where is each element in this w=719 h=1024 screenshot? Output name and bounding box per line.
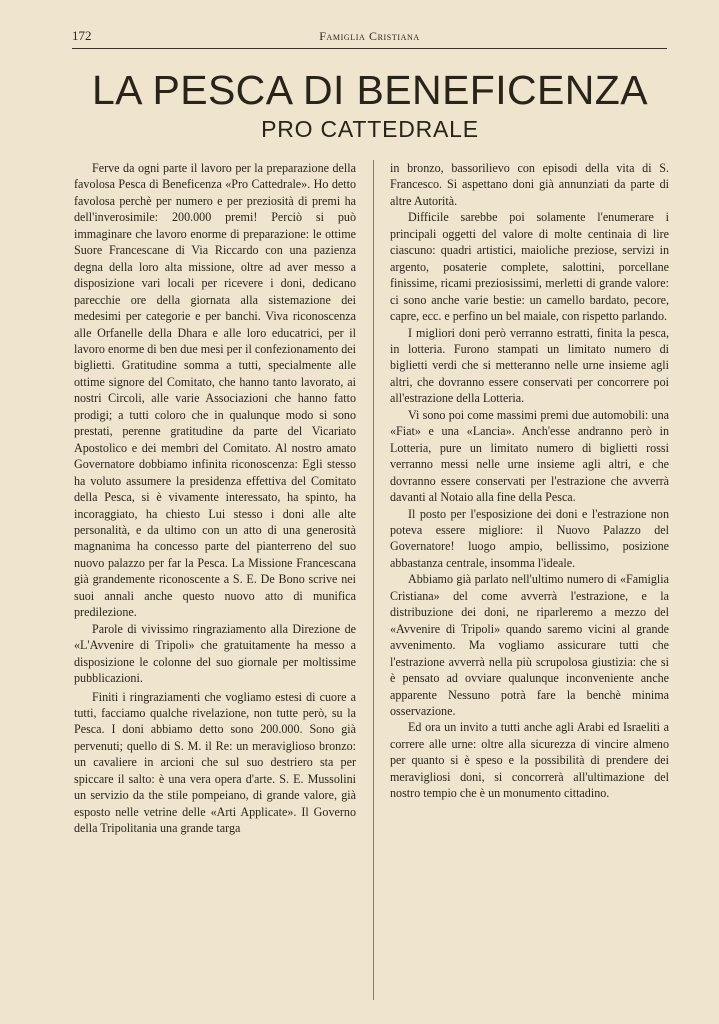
column-divider [373, 160, 374, 1000]
paragraph: Ferve da ogni parte il lavoro per la preparazione della favolosa Pesca di Beneficenza «Pro Cattedrale». Ho detto favolosa perchè per numero e per preziosità di premi ha dell'inverosimile: 200.000 premi! Perciò si può immaginare che lavoro enorme di preparazione: le ottime Suore Francescane di Via Riccardo con una pazienza degna della loro alta missione, oltre ad aver messo a disposizione vari locali per ricevere i doni, dedicano parecchie ore della giornata alla sistemazione dei medesimi per categorie e per banchi. Viva riconoscenza alle Orfanelle della Dhara e alle loro educatrici, per il lavoro enorme di ben due mesi per il confezionamento dei biglietti. Gratitudine somma a tutti, specialmente alle ottime signore del Comitato, che hanno tanto lavorato, ai nostri Circoli, alle varie Associazioni che hanno fatto prodigi; a tutti coloro che in qualunque modo si sono prestati, perenne gratitudine da parte del Vicariato Apostolico e dei membri del Comitato. Al nostro amato Governatore dobbiamo infinita riconoscenza: Egli stesso ha voluto assumere la presidenza effettiva del Comitato della Pesca, si è vivamente interessato, ha spinto, ha incoraggiato, ha chiesto Lui stesso i doni alle alte personalità, e da ultimo con un atto di una generosità magnanima ha concesso parte del pianterreno del suo nuovo palazzo per far la Pesca. La Missione Francescana già grandemente riconoscente a S. E. De Bono scrive nei suoi annali anche questo nuovo atto di munifica predilezione. [74, 161, 356, 620]
paragraph: I migliori doni però verranno estratti, finita la pesca, in lotteria. Furono stampati un limitato numero di biglietti verdi che si metteranno nelle urne insieme agli altri, che dovranno essere conservati per concorrere poi all'estrazione della Lotteria. [390, 325, 669, 406]
paragraph: in bronzo, bassorilievo con episodi della vita di S. Francesco. Si aspettano doni già annunziati da parte di altre Autorità. [390, 161, 669, 208]
running-header [72, 28, 667, 48]
paragraph: Ed ora un invito a tutti anche agli Arabi ed Israeliti a correre alle urne: oltre alla sicurezza di vincire almeno per quanto si è speso e la possibilità di prendere dei meravigliosi doni, si concorrerà all'ultimazione del nostro tempio che è un monumento cittadino. [390, 720, 669, 801]
paragraph: Il posto per l'esposizione dei doni e l'estrazione non poteva essere migliore: il Nuovo Palazzo del Governatore! luogo ampio, bellissimo, posizione abbastanza centrale, insomma l'ideale. [390, 506, 669, 570]
article-subtitle: PRO CATTEDRALE [261, 116, 479, 142]
paragraph: Abbiamo già parlato nell'ultimo numero di «Famiglia Cristiana» del come avverrà l'estrazione, e la distribuzione dei doni, ne riparleremo a mezzo del «Avvenire di Tripoli» quando saremo vicini al grande avvenimento. Ma vogliamo assicurare tutti che l'estrazione avverrà nella più scrupolosa giustizia: che si è pensato ad ovviare qualunque inconveniente anche apparente Nessuno potrà fare la benchè minima osservazione. [390, 572, 669, 718]
paragraph: Finiti i ringraziamenti che vogliamo estesi di cuore a tutti, facciamo qualche rivelazione, non tutte però, su la Pesca. I doni abbiamo detto sono 200.000. Sono già pervenuti; quello di S. M. il Re: un meraviglioso bronzo: un cavaliere in arcioni che sul suo destriero sta per spiccare il salto: è una vera opera d'arte. S. E. Mussolini un servizio da the stile pompeiano, di grande valore, già esposto nelle vetrine delle «Arti Applicate». Il Governo della Tripolitania una grande targa [74, 689, 356, 836]
journal-name: Famiglia Cristiana [319, 29, 420, 43]
left-column [74, 160, 356, 837]
article-title: LA PESCA DI BENEFICENZA [91, 67, 649, 113]
paragraph: Parole di vivissimo ringraziamento alla Direzione de «L'Avvenire di Tripoli» che gratuitamente ha messo a disposizione le colonne del suo giornale per moltissime pubblicazioni. [74, 621, 356, 686]
page-number: 172 [72, 28, 92, 43]
right-column [390, 160, 669, 802]
header-rule [72, 48, 667, 49]
paragraph: Vi sono poi come massimi premi due automobili: una «Fiat» e una «Lancia». Anch'esse andranno però in Lotteria, pure un limitato numero di biglietti rossi verranno messi nelle urne insieme agli altri, e che dovranno essere conservati per l'estrazione che avverrà davanti al Notaio alla fine della Pesca. [390, 407, 669, 505]
paragraph: Difficile sarebbe poi solamente l'enumerare i principali oggetti del valore di molte centinaia di lire ciascuno: quadri artistici, maioliche preziose, servizi in argento, posaterie complete, salottini, porcellane finissime, ricami preziosissimi, merletti di grande valore: ci sono anche varie bestie: un camello bardato, pecore, capre, ecc. e perfino un bel maiale, con rispetto parlando. [390, 210, 669, 324]
